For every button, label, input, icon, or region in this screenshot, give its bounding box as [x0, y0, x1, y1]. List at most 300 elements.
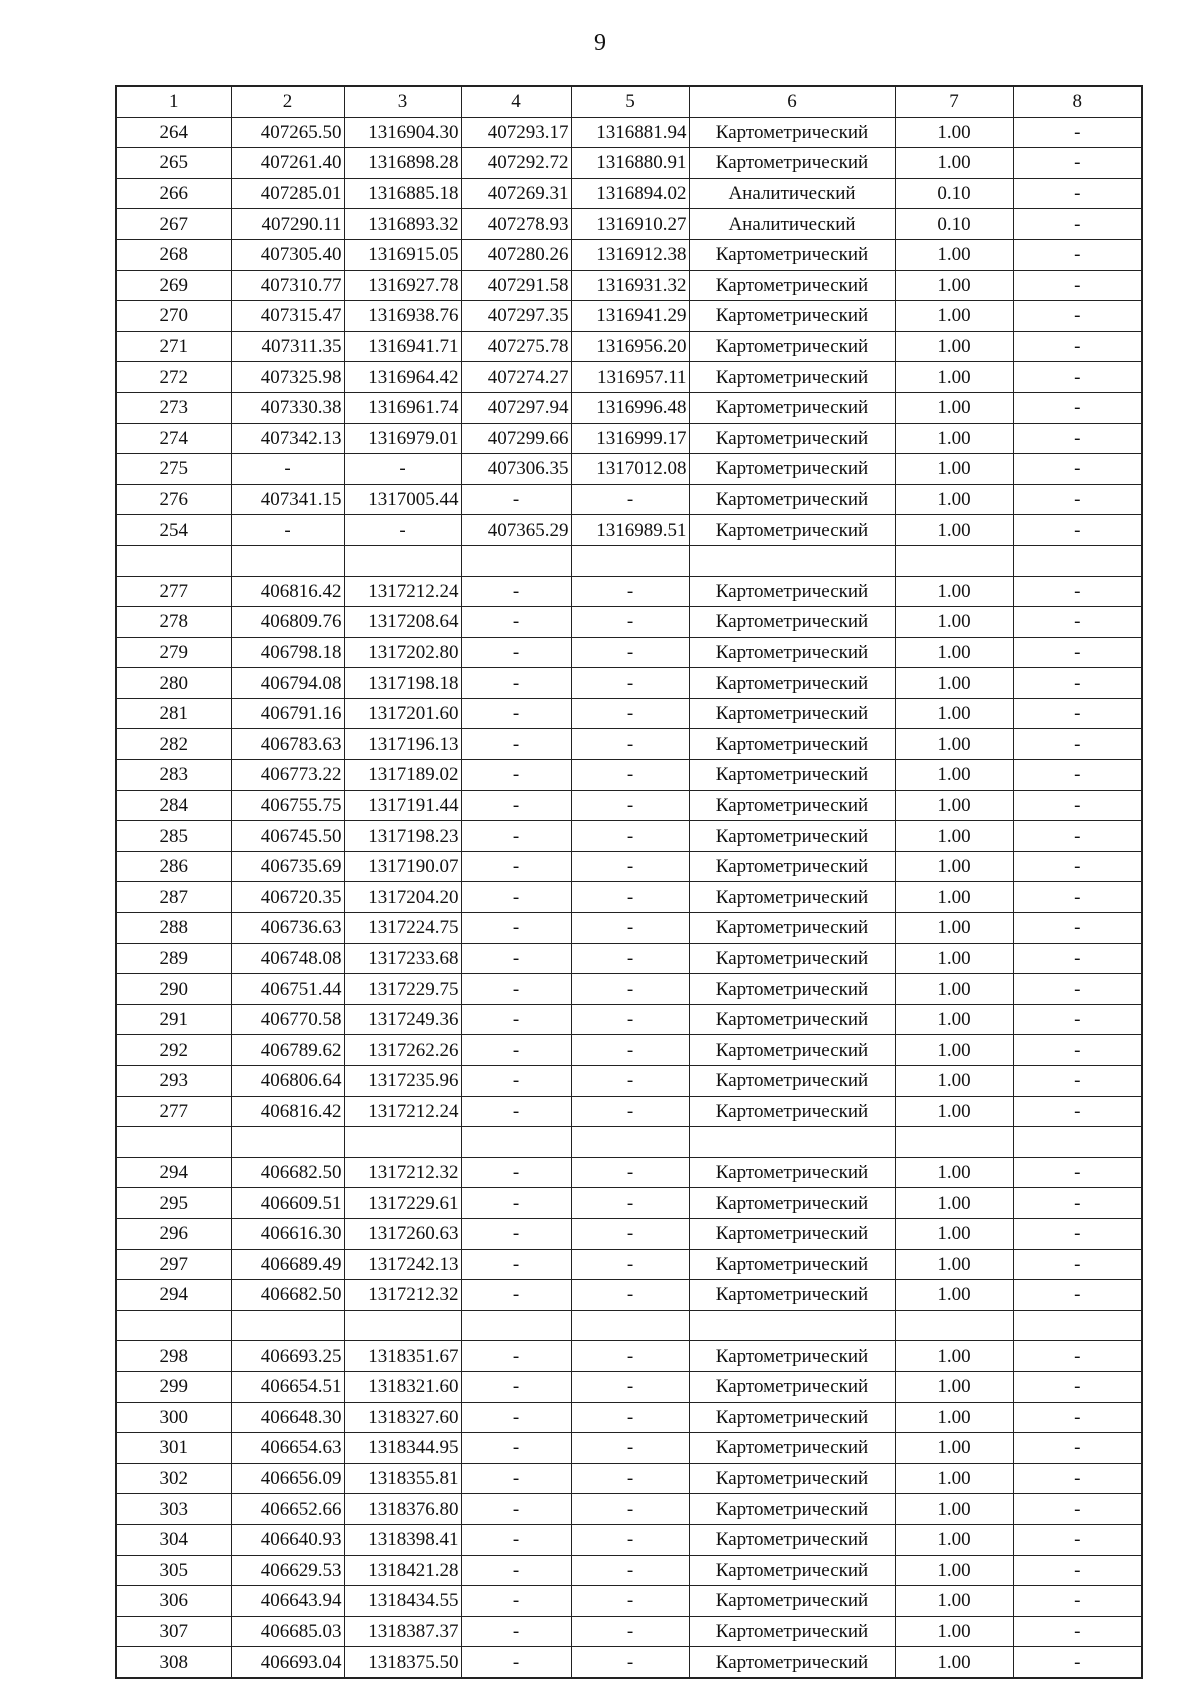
point-number-cell: 282 — [116, 729, 231, 760]
table-row — [116, 1616, 1142, 1647]
x-coordinate-cell: 406693.25 — [231, 1341, 344, 1372]
x-coordinate-cell — [231, 1127, 344, 1158]
y-coordinate-cell: 1316941.71 — [344, 331, 461, 362]
accuracy-cell: 1.00 — [895, 484, 1013, 515]
y-new-coordinate-cell: - — [571, 1433, 689, 1464]
description-cell: - — [1013, 913, 1142, 944]
method-cell: Картометрический — [689, 1371, 895, 1402]
x-coordinate-cell — [231, 1310, 344, 1341]
y-coordinate-cell: 1316961.74 — [344, 392, 461, 423]
y-new-coordinate-cell: 1316996.48 — [571, 392, 689, 423]
method-cell: Картометрический — [689, 1280, 895, 1311]
point-number-cell: 303 — [116, 1494, 231, 1525]
point-number-cell: 307 — [116, 1616, 231, 1647]
x-new-coordinate-cell: - — [461, 637, 571, 668]
table-row — [116, 882, 1142, 913]
x-coordinate-cell: 406809.76 — [231, 607, 344, 638]
y-coordinate-cell: 1316979.01 — [344, 423, 461, 454]
y-new-coordinate-cell: 1316999.17 — [571, 423, 689, 454]
x-coordinate-cell: 406789.62 — [231, 1035, 344, 1066]
y-new-coordinate-cell: - — [571, 913, 689, 944]
accuracy-cell: 1.00 — [895, 607, 1013, 638]
y-new-coordinate-cell: - — [571, 790, 689, 821]
accuracy-cell: 1.00 — [895, 851, 1013, 882]
x-new-coordinate-cell: 407274.27 — [461, 362, 571, 393]
method-cell — [689, 545, 895, 576]
y-new-coordinate-cell: - — [571, 698, 689, 729]
x-new-coordinate-cell: 407291.58 — [461, 270, 571, 301]
description-cell: - — [1013, 1371, 1142, 1402]
y-coordinate-cell: 1317198.18 — [344, 668, 461, 699]
y-new-coordinate-cell: - — [571, 1066, 689, 1097]
point-number-cell: 302 — [116, 1463, 231, 1494]
accuracy-cell: 1.00 — [895, 1586, 1013, 1617]
x-new-coordinate-cell: 407299.66 — [461, 423, 571, 454]
y-new-coordinate-cell: 1316941.29 — [571, 301, 689, 332]
column-header: 7 — [895, 86, 1013, 117]
table-row — [116, 178, 1142, 209]
x-coordinate-cell: 407325.98 — [231, 362, 344, 393]
y-coordinate-cell: 1317212.24 — [344, 576, 461, 607]
y-new-coordinate-cell: - — [571, 729, 689, 760]
point-number-cell: 301 — [116, 1433, 231, 1464]
table-row — [116, 1463, 1142, 1494]
accuracy-cell: 1.00 — [895, 974, 1013, 1005]
accuracy-cell: 1.00 — [895, 1218, 1013, 1249]
y-coordinate-cell: 1317249.36 — [344, 1004, 461, 1035]
x-new-coordinate-cell: - — [461, 790, 571, 821]
x-coordinate-cell: 406689.49 — [231, 1249, 344, 1280]
table-header-row — [116, 86, 1142, 117]
table-row — [116, 362, 1142, 393]
x-coordinate-cell: 406806.64 — [231, 1066, 344, 1097]
method-cell: Картометрический — [689, 1188, 895, 1219]
y-coordinate-cell: 1317201.60 — [344, 698, 461, 729]
description-cell: - — [1013, 1341, 1142, 1372]
accuracy-cell: 1.00 — [895, 1555, 1013, 1586]
x-new-coordinate-cell: - — [461, 1616, 571, 1647]
method-cell: Картометрический — [689, 1157, 895, 1188]
accuracy-cell: 1.00 — [895, 1096, 1013, 1127]
method-cell: Картометрический — [689, 1586, 895, 1617]
table-row — [116, 1647, 1142, 1678]
accuracy-cell: 1.00 — [895, 1280, 1013, 1311]
table-separator-row — [116, 1127, 1142, 1158]
description-cell: - — [1013, 851, 1142, 882]
accuracy-cell: 1.00 — [895, 515, 1013, 546]
y-new-coordinate-cell: 1316956.20 — [571, 331, 689, 362]
description-cell: - — [1013, 943, 1142, 974]
accuracy-cell: 1.00 — [895, 1463, 1013, 1494]
table-row — [116, 117, 1142, 148]
x-new-coordinate-cell: - — [461, 943, 571, 974]
x-new-coordinate-cell: 407292.72 — [461, 148, 571, 179]
table-row — [116, 607, 1142, 638]
point-number-cell: 278 — [116, 607, 231, 638]
x-new-coordinate-cell: - — [461, 1280, 571, 1311]
description-cell: - — [1013, 729, 1142, 760]
y-new-coordinate-cell — [571, 545, 689, 576]
point-number-cell: 276 — [116, 484, 231, 515]
table-row — [116, 1402, 1142, 1433]
method-cell: Картометрический — [689, 117, 895, 148]
method-cell: Картометрический — [689, 1524, 895, 1555]
accuracy-cell: 1.00 — [895, 1004, 1013, 1035]
description-cell: - — [1013, 270, 1142, 301]
table-row — [116, 454, 1142, 485]
x-new-coordinate-cell: - — [461, 1524, 571, 1555]
accuracy-cell: 1.00 — [895, 301, 1013, 332]
point-number-cell: 274 — [116, 423, 231, 454]
accuracy-cell: 1.00 — [895, 1341, 1013, 1372]
accuracy-cell — [895, 1310, 1013, 1341]
x-coordinate-cell: 406643.94 — [231, 1586, 344, 1617]
description-cell: - — [1013, 178, 1142, 209]
column-header: 3 — [344, 86, 461, 117]
point-number-cell: 266 — [116, 178, 231, 209]
method-cell: Картометрический — [689, 637, 895, 668]
accuracy-cell — [895, 1127, 1013, 1158]
table-row — [116, 1555, 1142, 1586]
point-number-cell: 300 — [116, 1402, 231, 1433]
table-row — [116, 270, 1142, 301]
point-number-cell: 299 — [116, 1371, 231, 1402]
y-coordinate-cell: 1317005.44 — [344, 484, 461, 515]
description-cell: - — [1013, 1157, 1142, 1188]
table-row — [116, 1066, 1142, 1097]
method-cell: Картометрический — [689, 607, 895, 638]
x-new-coordinate-cell: 407365.29 — [461, 515, 571, 546]
description-cell: - — [1013, 1647, 1142, 1678]
y-new-coordinate-cell: - — [571, 821, 689, 852]
y-coordinate-cell: 1316915.05 — [344, 239, 461, 270]
y-new-coordinate-cell: - — [571, 1096, 689, 1127]
x-new-coordinate-cell: - — [461, 607, 571, 638]
x-coordinate-cell: 406629.53 — [231, 1555, 344, 1586]
table-row — [116, 943, 1142, 974]
description-cell: - — [1013, 1004, 1142, 1035]
y-coordinate-cell: 1317224.75 — [344, 913, 461, 944]
table-row — [116, 392, 1142, 423]
table-row — [116, 729, 1142, 760]
x-coordinate-cell: 406748.08 — [231, 943, 344, 974]
accuracy-cell: 1.00 — [895, 239, 1013, 270]
x-coordinate-cell: 406773.22 — [231, 760, 344, 791]
table-row — [116, 209, 1142, 240]
method-cell: Картометрический — [689, 1555, 895, 1586]
y-new-coordinate-cell: - — [571, 576, 689, 607]
y-new-coordinate-cell: 1316912.38 — [571, 239, 689, 270]
table-row — [116, 301, 1142, 332]
column-header: 4 — [461, 86, 571, 117]
y-new-coordinate-cell: 1316957.11 — [571, 362, 689, 393]
y-coordinate-cell: 1317189.02 — [344, 760, 461, 791]
method-cell: Картометрический — [689, 698, 895, 729]
accuracy-cell: 1.00 — [895, 1188, 1013, 1219]
column-header: 5 — [571, 86, 689, 117]
description-cell: - — [1013, 1586, 1142, 1617]
accuracy-cell: 1.00 — [895, 882, 1013, 913]
x-coordinate-cell: - — [231, 515, 344, 546]
y-coordinate-cell: 1317233.68 — [344, 943, 461, 974]
y-coordinate-cell — [344, 1310, 461, 1341]
y-coordinate-cell: 1317242.13 — [344, 1249, 461, 1280]
method-cell: Картометрический — [689, 576, 895, 607]
accuracy-cell: 1.00 — [895, 392, 1013, 423]
x-coordinate-cell: 406736.63 — [231, 913, 344, 944]
description-cell: - — [1013, 1616, 1142, 1647]
accuracy-cell: 1.00 — [895, 331, 1013, 362]
point-number-cell: 268 — [116, 239, 231, 270]
x-coordinate-cell: 406654.51 — [231, 1371, 344, 1402]
x-new-coordinate-cell: - — [461, 1218, 571, 1249]
x-coordinate-cell: 406794.08 — [231, 668, 344, 699]
description-cell: - — [1013, 668, 1142, 699]
y-new-coordinate-cell: - — [571, 760, 689, 791]
accuracy-cell: 1.00 — [895, 576, 1013, 607]
y-new-coordinate-cell: - — [571, 1494, 689, 1525]
x-coordinate-cell: 406751.44 — [231, 974, 344, 1005]
accuracy-cell: 1.00 — [895, 117, 1013, 148]
accuracy-cell: 1.00 — [895, 698, 1013, 729]
point-number-cell: 297 — [116, 1249, 231, 1280]
point-number-cell: 294 — [116, 1157, 231, 1188]
y-coordinate-cell: 1318387.37 — [344, 1616, 461, 1647]
point-number-cell: 264 — [116, 117, 231, 148]
x-coordinate-cell: 406693.04 — [231, 1647, 344, 1678]
description-cell: - — [1013, 423, 1142, 454]
accuracy-cell: 1.00 — [895, 760, 1013, 791]
x-coordinate-cell: 406816.42 — [231, 576, 344, 607]
method-cell — [689, 1310, 895, 1341]
method-cell: Картометрический — [689, 668, 895, 699]
x-new-coordinate-cell: 407280.26 — [461, 239, 571, 270]
description-cell: - — [1013, 239, 1142, 270]
method-cell: Картометрический — [689, 331, 895, 362]
table-row — [116, 1371, 1142, 1402]
y-new-coordinate-cell: - — [571, 1402, 689, 1433]
description-cell: - — [1013, 209, 1142, 240]
table-row — [116, 148, 1142, 179]
x-new-coordinate-cell: - — [461, 484, 571, 515]
x-new-coordinate-cell: - — [461, 1004, 571, 1035]
y-new-coordinate-cell: - — [571, 851, 689, 882]
description-cell: - — [1013, 576, 1142, 607]
accuracy-cell: 1.00 — [895, 1371, 1013, 1402]
y-coordinate-cell: 1317212.32 — [344, 1157, 461, 1188]
x-coordinate-cell: 406783.63 — [231, 729, 344, 760]
column-header: 2 — [231, 86, 344, 117]
column-header: 8 — [1013, 86, 1142, 117]
table-row — [116, 1341, 1142, 1372]
method-cell: Картометрический — [689, 270, 895, 301]
x-coordinate-cell: 406745.50 — [231, 821, 344, 852]
table-row — [116, 1586, 1142, 1617]
y-new-coordinate-cell: - — [571, 1004, 689, 1035]
table-row — [116, 974, 1142, 1005]
accuracy-cell: 1.00 — [895, 637, 1013, 668]
y-new-coordinate-cell: - — [571, 668, 689, 699]
x-coordinate-cell: 407285.01 — [231, 178, 344, 209]
accuracy-cell: 1.00 — [895, 913, 1013, 944]
method-cell: Картометрический — [689, 974, 895, 1005]
x-new-coordinate-cell: - — [461, 1096, 571, 1127]
table-row — [116, 790, 1142, 821]
method-cell: Картометрический — [689, 239, 895, 270]
table-row — [116, 1188, 1142, 1219]
y-new-coordinate-cell: - — [571, 1280, 689, 1311]
coordinates-table-container — [115, 85, 1143, 1679]
x-new-coordinate-cell: - — [461, 1433, 571, 1464]
point-number-cell: 277 — [116, 576, 231, 607]
point-number-cell: 267 — [116, 209, 231, 240]
y-new-coordinate-cell: - — [571, 1157, 689, 1188]
y-coordinate-cell — [344, 1127, 461, 1158]
x-new-coordinate-cell: - — [461, 729, 571, 760]
description-cell: - — [1013, 362, 1142, 393]
x-coordinate-cell: 406640.93 — [231, 1524, 344, 1555]
y-new-coordinate-cell: - — [571, 1463, 689, 1494]
method-cell: Картометрический — [689, 484, 895, 515]
description-cell: - — [1013, 1066, 1142, 1097]
x-coordinate-cell: 406652.66 — [231, 1494, 344, 1525]
table-row — [116, 821, 1142, 852]
method-cell: Картометрический — [689, 148, 895, 179]
point-number-cell: 288 — [116, 913, 231, 944]
point-number-cell: 273 — [116, 392, 231, 423]
y-coordinate-cell: 1317260.63 — [344, 1218, 461, 1249]
accuracy-cell: 1.00 — [895, 1524, 1013, 1555]
x-coordinate-cell: 406616.30 — [231, 1218, 344, 1249]
x-new-coordinate-cell: - — [461, 1494, 571, 1525]
description-cell: - — [1013, 1188, 1142, 1219]
y-coordinate-cell: 1318421.28 — [344, 1555, 461, 1586]
y-coordinate-cell: 1316885.18 — [344, 178, 461, 209]
x-coordinate-cell: 406648.30 — [231, 1402, 344, 1433]
table-row — [116, 760, 1142, 791]
method-cell: Картометрический — [689, 913, 895, 944]
x-coordinate-cell: 407342.13 — [231, 423, 344, 454]
y-new-coordinate-cell — [571, 1310, 689, 1341]
y-coordinate-cell: - — [344, 515, 461, 546]
y-coordinate-cell: 1317235.96 — [344, 1066, 461, 1097]
description-cell — [1013, 1310, 1142, 1341]
description-cell — [1013, 1127, 1142, 1158]
x-coordinate-cell: 406682.50 — [231, 1280, 344, 1311]
x-new-coordinate-cell: - — [461, 1647, 571, 1678]
x-coordinate-cell — [231, 545, 344, 576]
method-cell: Картометрический — [689, 1249, 895, 1280]
x-new-coordinate-cell: - — [461, 1402, 571, 1433]
x-coordinate-cell: 406816.42 — [231, 1096, 344, 1127]
point-number-cell — [116, 1127, 231, 1158]
method-cell: Картометрический — [689, 851, 895, 882]
description-cell: - — [1013, 974, 1142, 1005]
y-coordinate-cell: 1317204.20 — [344, 882, 461, 913]
table-row — [116, 1035, 1142, 1066]
accuracy-cell: 1.00 — [895, 1494, 1013, 1525]
method-cell: Картометрический — [689, 1647, 895, 1678]
point-number-cell: 308 — [116, 1647, 231, 1678]
point-number-cell: 296 — [116, 1218, 231, 1249]
x-coordinate-cell: 406609.51 — [231, 1188, 344, 1219]
table-row — [116, 668, 1142, 699]
method-cell: Картометрический — [689, 301, 895, 332]
accuracy-cell: 1.00 — [895, 729, 1013, 760]
accuracy-cell: 1.00 — [895, 1402, 1013, 1433]
point-number-cell: 281 — [116, 698, 231, 729]
point-number-cell: 284 — [116, 790, 231, 821]
table-row — [116, 851, 1142, 882]
method-cell: Картометрический — [689, 1463, 895, 1494]
x-coordinate-cell: 406720.35 — [231, 882, 344, 913]
point-number-cell: 270 — [116, 301, 231, 332]
point-number-cell: 283 — [116, 760, 231, 791]
table-row — [116, 1494, 1142, 1525]
method-cell: Картометрический — [689, 821, 895, 852]
y-coordinate-cell: 1317212.32 — [344, 1280, 461, 1311]
point-number-cell: 272 — [116, 362, 231, 393]
x-new-coordinate-cell: - — [461, 1555, 571, 1586]
y-new-coordinate-cell: - — [571, 484, 689, 515]
x-new-coordinate-cell: - — [461, 1066, 571, 1097]
coordinates-table — [115, 85, 1143, 1679]
description-cell: - — [1013, 1249, 1142, 1280]
y-new-coordinate-cell: - — [571, 882, 689, 913]
y-new-coordinate-cell: - — [571, 1555, 689, 1586]
y-coordinate-cell: 1318434.55 — [344, 1586, 461, 1617]
description-cell: - — [1013, 760, 1142, 791]
table-row — [116, 484, 1142, 515]
table-row — [116, 1280, 1142, 1311]
table-row — [116, 331, 1142, 362]
y-coordinate-cell: 1318321.60 — [344, 1371, 461, 1402]
table-row — [116, 698, 1142, 729]
x-new-coordinate-cell: - — [461, 1188, 571, 1219]
point-number-cell: 254 — [116, 515, 231, 546]
x-coordinate-cell: 406735.69 — [231, 851, 344, 882]
x-coordinate-cell: 406654.63 — [231, 1433, 344, 1464]
accuracy-cell: 1.00 — [895, 1066, 1013, 1097]
description-cell: - — [1013, 117, 1142, 148]
y-coordinate-cell: 1316964.42 — [344, 362, 461, 393]
x-coordinate-cell: 406798.18 — [231, 637, 344, 668]
y-coordinate-cell — [344, 545, 461, 576]
description-cell: - — [1013, 1035, 1142, 1066]
method-cell: Картометрический — [689, 1096, 895, 1127]
description-cell: - — [1013, 1096, 1142, 1127]
x-new-coordinate-cell — [461, 545, 571, 576]
method-cell: Картометрический — [689, 362, 895, 393]
point-number-cell: 294 — [116, 1280, 231, 1311]
method-cell: Картометрический — [689, 392, 895, 423]
method-cell: Картометрический — [689, 1218, 895, 1249]
y-new-coordinate-cell: - — [571, 974, 689, 1005]
y-new-coordinate-cell: - — [571, 607, 689, 638]
x-new-coordinate-cell: 407297.94 — [461, 392, 571, 423]
point-number-cell: 304 — [116, 1524, 231, 1555]
table-row — [116, 1433, 1142, 1464]
y-coordinate-cell: 1317190.07 — [344, 851, 461, 882]
point-number-cell: 305 — [116, 1555, 231, 1586]
y-new-coordinate-cell: - — [571, 1035, 689, 1066]
y-new-coordinate-cell: 1316931.32 — [571, 270, 689, 301]
x-coordinate-cell: - — [231, 454, 344, 485]
x-new-coordinate-cell: 407293.17 — [461, 117, 571, 148]
table-row — [116, 1249, 1142, 1280]
description-cell: - — [1013, 392, 1142, 423]
method-cell: Картометрический — [689, 1494, 895, 1525]
